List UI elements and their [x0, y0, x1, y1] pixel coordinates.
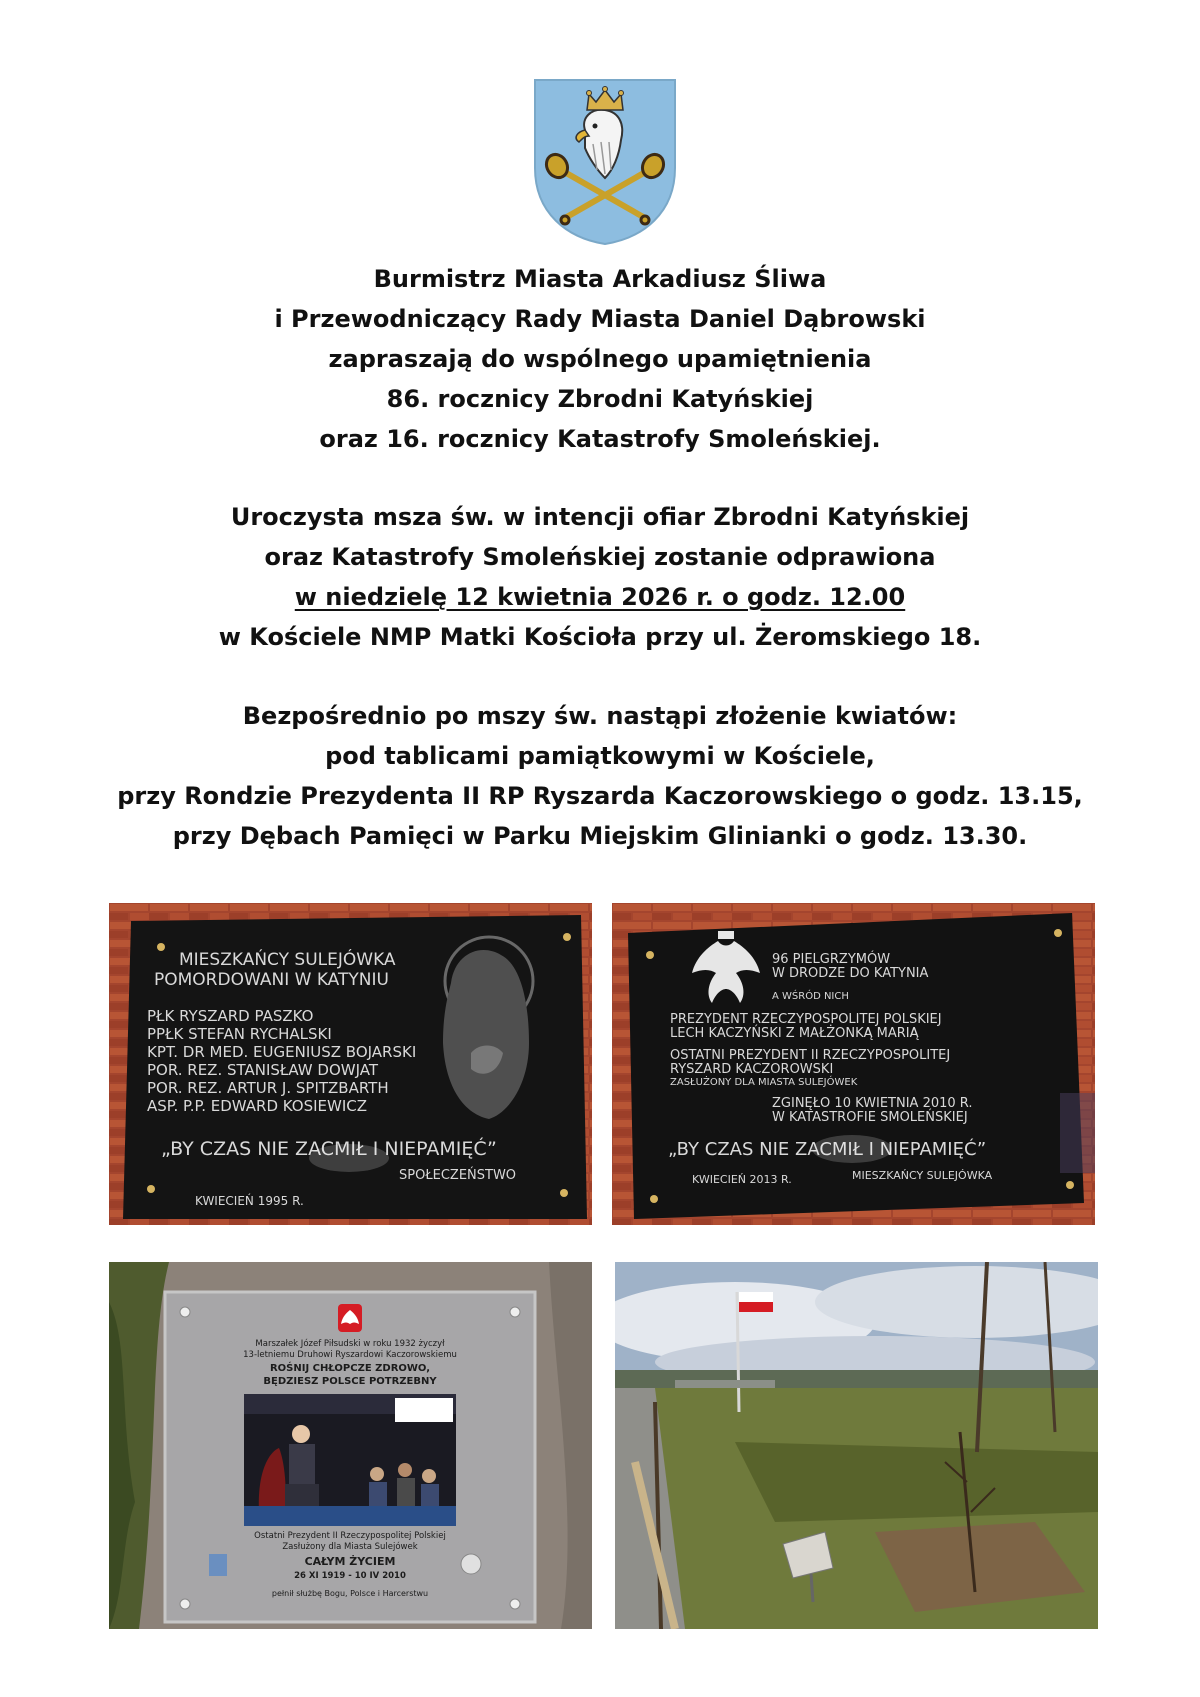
plaque3-line: CAŁYM ŻYCIEM: [304, 1555, 396, 1568]
photo-park-oaks-of-memory: [615, 1262, 1098, 1629]
plaque3-line: Marszałek Józef Piłsudski w roku 1932 życzył: [255, 1339, 445, 1349]
plaque2-line: ZASŁUŻONY DLA MIASTA SULEJÓWEK: [670, 1077, 858, 1088]
plaque3-line: 26 XI 1919 - 10 IV 2010: [294, 1571, 406, 1581]
mass-date-time: w niedzielę 12 kwietnia 2026 r. o godz. 12.00: [294, 583, 906, 611]
photo-smolensk-plaque: [612, 903, 1095, 1225]
plaque1-motto: „BY CZAS NIE ZACMIŁ I NIEPAMIĘĆ”: [161, 1138, 497, 1160]
plaque1-title2: POMORDOWANI W KATYNIU: [154, 970, 389, 990]
plaque2-line: OSTATNI PREZYDENT II RZECZYPOSPOLITEJ: [670, 1048, 951, 1063]
plaque3-line: BĘDZIESZ POLSCE POTRZEBNY: [263, 1376, 437, 1387]
photo-katyn-plaque: [109, 903, 592, 1225]
invitation-intro: [0, 259, 1200, 459]
mass-place: w Kościele NMP Matki Kościoła przy ul. Żeromskiego 18.: [218, 623, 982, 651]
plaque1-name: POR. REZ. STANISŁAW DOWJAT: [147, 1061, 379, 1079]
intro-line: oraz 16. rocznicy Katastrofy Smoleńskiej.: [319, 425, 881, 453]
plaque2-line: A WŚRÓD NICH: [772, 991, 849, 1002]
mass-line: Uroczysta msza św. w intencji ofiar Zbrodni Katyńskiej: [230, 503, 970, 531]
plaque1-name: POR. REZ. ARTUR J. SPITZBARTH: [147, 1079, 389, 1097]
plaque2-line: LECH KACZYŃSKI Z MAŁŻONKĄ MARIĄ: [670, 1026, 919, 1041]
plaque1-date: KWIECIEŃ 1995 R.: [195, 1194, 304, 1208]
coat-of-arms-crest: [533, 78, 677, 246]
plaque3-line: Zasłużony dla Miasta Sulejówek: [282, 1542, 418, 1552]
flowers-line: przy Rondzie Prezydenta II RP Ryszarda Kaczorowskiego o godz. 13.15,: [117, 782, 1083, 810]
plaque1-name: ASP. P.P. EDWARD KOSIEWICZ: [147, 1097, 368, 1115]
plaque2-line: ZGINĘŁO 10 KWIETNIA 2010 R.: [772, 1096, 973, 1111]
plaque3-line: Ostatni Prezydent II Rzeczypospolitej Polskiej: [254, 1531, 446, 1541]
plaque3-line: ROŚNIJ CHŁOPCZE ZDROWO,: [269, 1363, 431, 1374]
plaque2-line: 96 PIELGRZYMÓW: [772, 952, 891, 967]
plaque1-signature: SPOŁECZEŃSTWO: [399, 1168, 517, 1183]
plaque2-line: W KATASTROFIE SMOLEŃSKIEJ: [772, 1110, 968, 1125]
plaque1-title1: MIESZKAŃCY SULEJÓWKA: [179, 950, 396, 970]
mass-announcement: [0, 497, 1200, 657]
plaque3-line: 13-letniemu Druhowi Ryszardowi Kaczorowskiemu: [243, 1350, 457, 1360]
plaque2-motto: „BY CZAS NIE ZACMIŁ I NIEPAMIĘĆ”: [668, 1139, 987, 1160]
plaque2-line: PREZYDENT RZECZYPOSPOLITEJ POLSKIEJ: [670, 1012, 942, 1027]
plaque1-name: KPT. DR MED. EUGENIUSZ BOJARSKI: [147, 1043, 417, 1061]
plaque2-signature: MIESZKAŃCY SULEJÓWKA: [852, 1169, 993, 1182]
plaque2-line: W DRODZE DO KATYNIA: [772, 966, 929, 981]
polish-eagle-emblem-icon: [338, 1304, 362, 1332]
plaque2-line: RYSZARD KACZOROWSKI: [670, 1062, 834, 1077]
photo-kaczorowski-plaque: [109, 1262, 592, 1629]
intro-line: 86. rocznicy Zbrodni Katyńskiej: [386, 385, 814, 413]
flowers-schedule: [0, 696, 1200, 856]
plaque3-line: pełnił służbę Bogu, Polsce i Harcerstwu: [271, 1589, 429, 1598]
ceremony-photo: [244, 1394, 456, 1526]
mass-line: oraz Katastrofy Smoleńskiej zostanie odprawiona: [264, 543, 936, 571]
plaque1-name: PŁK RYSZARD PASZKO: [147, 1007, 314, 1025]
flowers-line: przy Dębach Pamięci w Parku Miejskim Glinianki o godz. 13.30.: [172, 822, 1028, 850]
flowers-line: pod tablicami pamiątkowymi w Kościele,: [325, 742, 875, 770]
intro-line: Burmistrz Miasta Arkadiusz Śliwa: [373, 265, 827, 293]
intro-line: i Przewodniczący Rady Miasta Daniel Dąbrowski: [274, 305, 926, 333]
polish-flag-icon: [739, 1292, 773, 1312]
plaque1-name: PPŁK STEFAN RYCHALSKI: [147, 1025, 332, 1043]
flowers-line: Bezpośrednio po mszy św. nastąpi złożenie kwiatów:: [242, 702, 958, 730]
intro-line: zapraszają do wspólnego upamiętnienia: [328, 345, 872, 373]
plaque2-date: KWIECIEŃ 2013 R.: [692, 1173, 792, 1186]
